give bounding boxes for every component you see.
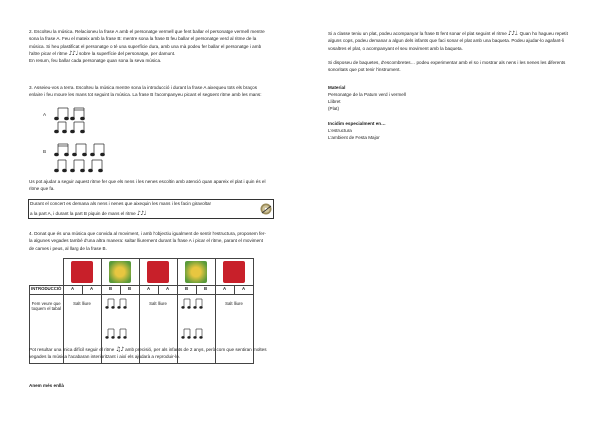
table-header-col: A bbox=[158, 286, 177, 295]
concert-note-line2 bbox=[30, 210, 256, 217]
paragraph-2 bbox=[29, 28, 269, 64]
rhythm-notes-icon: ♪♪♩ bbox=[137, 210, 146, 217]
table-cell-a1: Salt lliure bbox=[63, 295, 101, 364]
paragraph-2b-text: sobre la superfície del personatge, per damunt. bbox=[78, 50, 176, 56]
red-character-icon bbox=[71, 261, 93, 283]
green-character-icon bbox=[185, 261, 207, 283]
rhythm-notes-icon: ♫♪ bbox=[115, 346, 124, 353]
table-header-col: A bbox=[215, 286, 234, 295]
red-character-icon bbox=[147, 261, 169, 283]
heading-anem-mes-enlla: Anem més enllà bbox=[29, 383, 64, 388]
paragraph-2-text: 2. Escolteu la música. Relacioneu la frase A amb el personatge vermell que fent ballar el personatge vermell mentre sona la frase A. Feu el mateix amb la frase B: mentre sona la frase B feu ballar el personatge verd al ritme de la música. Si heu plastificat el personatge o té una superfície dura, amb una mà podeu fer ballar el personatge i amb l'altre picar el ritme bbox=[29, 29, 265, 56]
table-header-col: B bbox=[177, 286, 196, 295]
material-item: Personatge de la Patum verd i vermell bbox=[328, 92, 406, 97]
table-header-col: B bbox=[120, 286, 139, 295]
table-header-col: A bbox=[234, 286, 253, 295]
table-header-col: B bbox=[101, 286, 120, 295]
table-cell-a3: Salt lliure bbox=[215, 295, 253, 364]
paragraph-3b: Us pot ajudar a seguir aquest ritme fer que els nens i les nenes escoltin amb atenció quan apareix el plat i quin és el ritme que fa. bbox=[29, 179, 266, 192]
material-item: Llibret bbox=[328, 99, 341, 104]
incidim-heading: Incidim especialment en… bbox=[328, 121, 386, 126]
table-header-col: A bbox=[139, 286, 158, 295]
green-character-icon bbox=[109, 261, 131, 283]
material-item: (Plat) bbox=[328, 106, 339, 111]
right-paragraph-1b-text: . Quan ho hagueu repetit alguns cops, podeu demanar a algun dels infants que faci sonar el plat amb una baqueta. Podeu ajudar-lo agafant-li vosaltres el plat, o acompanyant el seu moviment amb la baqueta. bbox=[328, 31, 568, 51]
table-header-col: A bbox=[63, 286, 82, 295]
table-img-green-1 bbox=[101, 259, 139, 286]
right-paragraph-1-text: Si a classe teniu un plat, podeu acompanyar la frase B fent sonar el plat seguint el ritme bbox=[328, 31, 507, 36]
right-paragraph-2: Si disposeu de baquetes, d'escombretes… podeu experimentar amb el so i mostrar als nens i les nenes les diferents sonoritats que pot tenir l'instrument. bbox=[328, 60, 566, 73]
table-img-red-2 bbox=[139, 259, 177, 286]
paragraph-2c-text: En resum, feu ballar cada personatge quan sona la seva música. bbox=[29, 58, 162, 64]
table-img-red-3 bbox=[215, 259, 253, 286]
paragraph-3: 3. Asseieu-vos a terra. Escolteu la música mentre sona la introducció i durant la frase A aixequeu tots els braços enlaire i feu moure les mans tot seguint la música. La frase B l'acompanyeu picant el següent ritme amb les mans: bbox=[29, 85, 262, 98]
paragraph-5-text: Pot resultar una mica difícil seguir el ritme bbox=[29, 347, 115, 352]
table-header-col: A bbox=[82, 286, 101, 295]
paragraph-4: 4. Donat que és una música que convida al moviment, i amb l'objectiu igualment de sentir l'estructura, proposem fer-la algunes vegades també d'una altra manera: saltar lliurement durant la frase A i picar el ritme, parant el moviment de cames i peus, al llarg de la frase B. bbox=[29, 231, 266, 251]
concert-note-line2-text: a la part A, i durant la part B piquin de mans el ritme bbox=[30, 211, 136, 216]
right-paragraph-1 bbox=[328, 30, 572, 52]
concert-note-line1: Durant el concert es demana als nens i nenes que aixequin les mans i les facin giravoltar bbox=[30, 201, 212, 206]
table-img-green-2 bbox=[177, 259, 215, 286]
staff-label-b: B bbox=[43, 149, 47, 154]
incidim-item: L'ambient de Festa Major bbox=[328, 135, 380, 140]
table-header-intro: INTRODUCCIÓ bbox=[30, 286, 64, 295]
table-cell-intro: Fem veure que toquem el tabal bbox=[30, 295, 64, 364]
staff-label-a: A bbox=[43, 112, 47, 117]
rhythm-staff-b-small bbox=[178, 295, 214, 353]
material-heading: Material bbox=[328, 85, 346, 90]
table-img-empty bbox=[30, 259, 64, 286]
rhythm-staff-a bbox=[52, 106, 92, 134]
table-img-red-1 bbox=[63, 259, 101, 286]
paragraph-5b-text: amb precisió, per als infants de 2 anys, però com que sentiran moltes vegades la música l'acabaran interioritzant i així els ajudarà a reproduir-lo. bbox=[29, 347, 267, 360]
rhythm-notes-icon: ♪♪♩ bbox=[508, 30, 518, 37]
rhythm-staff-b-small bbox=[102, 295, 138, 353]
incidim-item: L'estructura bbox=[328, 128, 352, 133]
red-character-icon bbox=[223, 261, 245, 283]
table-header-col: B bbox=[196, 286, 215, 295]
cd-icon bbox=[260, 203, 272, 215]
paragraph-5 bbox=[29, 346, 269, 361]
rhythm-staff-b bbox=[52, 142, 112, 174]
rhythm-notes-icon: ♪♪♩ bbox=[68, 49, 78, 57]
table-cell-a2: Salt lliure bbox=[139, 295, 177, 364]
